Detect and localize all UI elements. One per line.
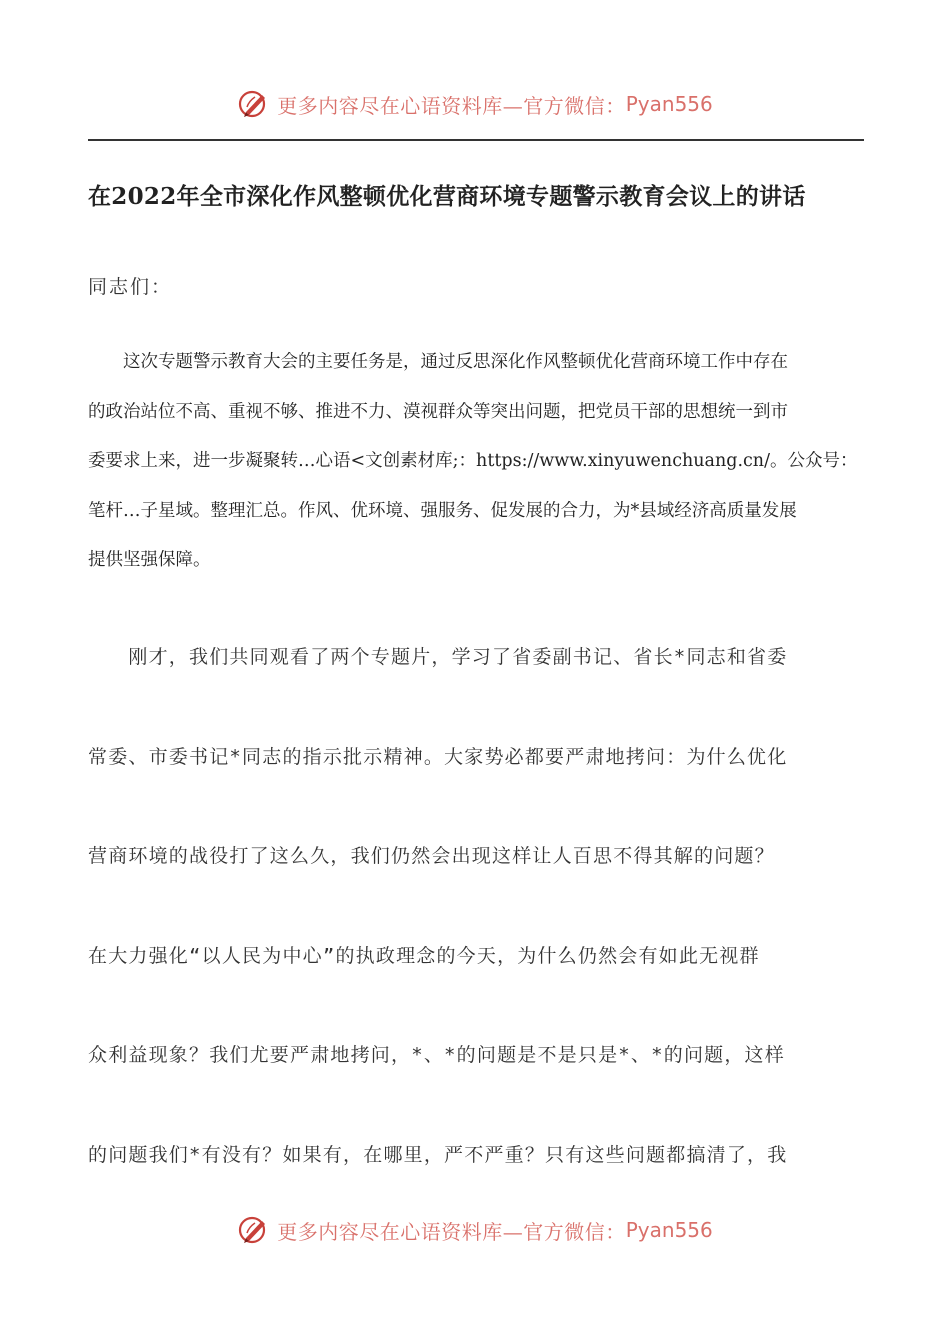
paragraph-line: 委要求上来，进一步凝聚转…心语<文创素材库;：https://www.xinyuwenchuang.cn/。公众号：: [88, 451, 858, 471]
pen-logo-icon: [237, 1213, 271, 1247]
document-title: 在2022年全市深化作风整顿优化营商环境专题警示教育会议上的讲话: [88, 183, 806, 210]
paragraph-line: 常委、市委书记*同志的指示批示精神。大家势必都要严肃地拷问：为什么优化: [88, 745, 788, 768]
paragraph-line: 这次专题警示教育大会的主要任务是，通过反思深化作风整顿优化营商环境工作中存在: [88, 352, 788, 372]
paragraph-1: [88, 338, 864, 586]
paragraph-2: [88, 608, 878, 1205]
footer-banner-wechat: Pyan556: [625, 1218, 713, 1242]
paragraph-line: 的问题我们*有没有？如果有，在哪里，严不严重？只有这些问题都搞清了，我: [88, 1143, 788, 1166]
paragraph-line: 在大力强化“以人民为中心”的执政理念的今天，为什么仍然会有如此无视群: [88, 944, 760, 967]
footer-banner-text: 更多内容尽在心语资料库—官方微信：: [277, 1219, 626, 1244]
paragraph-line: 笔杆…子星域。整理汇总。作风、优环境、强服务、促发展的合力，为*县域经济高质量发展: [88, 500, 797, 521]
footer-banner: [0, 1208, 950, 1252]
paragraph-line: 众利益现象？我们尤要严肃地拷问，*、*的问题是不是只是*、*的问题，这样: [88, 1044, 785, 1066]
header-banner-wechat: Pyan556: [625, 92, 713, 116]
pen-logo-icon: [237, 87, 271, 121]
header-banner: [0, 82, 950, 126]
paragraph-line: 营商环境的战役打了这么久，我们仍然会出现这样让人百思不得其解的问题？: [88, 845, 775, 867]
paragraph-line: 的政治站位不高、重视不够、推进不力、漠视群众等突出问题，把党员干部的思想统一到市: [88, 401, 788, 422]
salutation: 同志们：: [88, 276, 173, 298]
header-divider: [88, 139, 864, 141]
paragraph-line: 提供坚强保障。: [88, 550, 211, 570]
header-banner-text: 更多内容尽在心语资料库—官方微信：: [277, 93, 626, 118]
paragraph-line: 刚才，我们共同观看了两个专题片，学习了省委副书记、省长*同志和省委: [88, 646, 788, 668]
